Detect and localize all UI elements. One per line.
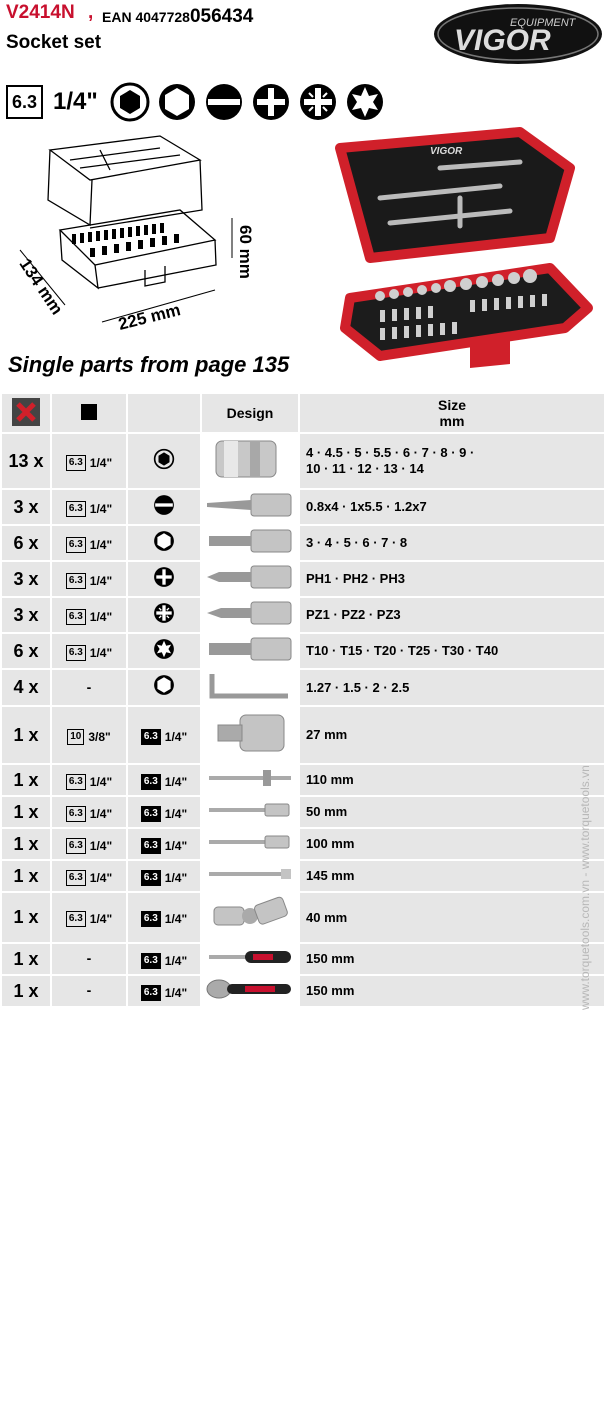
- drive-cell: [52, 634, 126, 668]
- hexagon-outline-icon: [157, 82, 197, 122]
- table-row: [2, 526, 604, 560]
- table-row: [2, 634, 604, 668]
- size-cell: [300, 634, 604, 668]
- table-row: [2, 893, 604, 942]
- qty-cell: 1 x: [2, 976, 50, 1006]
- table-row: [2, 797, 604, 827]
- width-label: 225 mm: [116, 300, 183, 334]
- hexagon-outline-icon: [153, 683, 175, 700]
- drive-cell: [52, 598, 126, 632]
- drive-cell: [52, 944, 126, 974]
- drive-header: [52, 394, 126, 432]
- bit-socket-torx-image: [205, 649, 295, 666]
- qty-cell: 1 x: [2, 707, 50, 763]
- drive-out: 6.3 1/4": [141, 774, 187, 790]
- profile-cell: [128, 598, 200, 632]
- product-name: Socket set: [6, 32, 102, 53]
- extension-long-image: [205, 871, 295, 888]
- qty-cell: 1 x: [2, 797, 50, 827]
- size-text: 110 mm: [306, 772, 354, 787]
- size-header-line2: mm: [439, 413, 465, 429]
- adaptor-image: [210, 744, 290, 761]
- design-cell: [202, 976, 298, 1006]
- profile-cell: [128, 944, 200, 974]
- profile-cell: [128, 707, 200, 763]
- drive-out: 6.3 1/4": [141, 806, 187, 822]
- drive-in: 6.3 1/4": [66, 501, 112, 517]
- hex-key-image: [208, 687, 292, 704]
- drive-cell: [52, 562, 126, 596]
- qty-cell: 1 x: [2, 861, 50, 891]
- size-text: 150 mm: [306, 983, 355, 998]
- profile-cell: [128, 861, 200, 891]
- case-drawing: [10, 130, 255, 340]
- size-cell: [300, 526, 604, 560]
- design-cell: [202, 598, 298, 632]
- size-header: [300, 394, 604, 432]
- size-text: 145 mm: [306, 868, 355, 883]
- qty-cell: 1 x: [2, 944, 50, 974]
- ean-prefix: EAN 4047728: [102, 9, 190, 25]
- profile-cell: [128, 490, 200, 524]
- drive-cell: [52, 829, 126, 859]
- size-text-2: 10 · 11 · 12 · 13 · 14: [306, 461, 424, 476]
- size-cell: [300, 707, 604, 763]
- drive-out: 6.3 1/4": [141, 729, 187, 745]
- size-text: 100 mm: [306, 836, 355, 851]
- bit-socket-ph-image: [205, 577, 295, 594]
- bit-handle-image: [205, 954, 295, 971]
- drive-in: 6.3 1/4": [66, 911, 112, 927]
- bit-socket-slotted-image: [205, 505, 295, 522]
- design-cell: [202, 490, 298, 524]
- socket-image: [210, 468, 290, 485]
- size-text: 40 mm: [306, 909, 348, 925]
- profile-cell: [128, 797, 200, 827]
- qty-cell: 3 x: [2, 490, 50, 524]
- qty-cell: 1 x: [2, 829, 50, 859]
- hexagon-outline-icon: [153, 539, 175, 556]
- drive-cell: [52, 490, 126, 524]
- profile-cell: [128, 976, 200, 1006]
- hexagon-solid-icon: [153, 457, 175, 474]
- drive-in: 6.3 1/4": [66, 870, 112, 886]
- design-cell: [202, 797, 298, 827]
- ratchet-image: [205, 987, 295, 1004]
- size-cell: [300, 944, 604, 974]
- pozidriv-icon: [153, 611, 175, 628]
- extension-image: [205, 807, 295, 824]
- table-row: [2, 829, 604, 859]
- drive-in: 6.3 1/4": [66, 609, 112, 625]
- size-cell: [300, 490, 604, 524]
- slotted-icon: [204, 82, 244, 122]
- profile-cell: [128, 765, 200, 795]
- watermark-wrap: [578, 765, 598, 1410]
- drive-cell: [52, 707, 126, 763]
- size-cell: [300, 434, 604, 488]
- design-cell: [202, 434, 298, 488]
- qty-cell: 6 x: [2, 634, 50, 668]
- size-cell: [300, 861, 604, 891]
- photo-logo: VIGOR: [430, 146, 463, 157]
- torx-icon: [153, 647, 175, 664]
- drive-bar: [6, 80, 392, 124]
- size-text: 3 · 4 · 5 · 6 · 7 · 8: [306, 535, 408, 550]
- table-row: [2, 562, 604, 596]
- drive-out: 6.3 1/4": [141, 985, 187, 1001]
- hexagon-solid-icon: [110, 82, 150, 122]
- size-cell: [300, 976, 604, 1006]
- size-header-line1: Size: [437, 397, 466, 413]
- drive-cell: [52, 526, 126, 560]
- ean-suffix: 056434: [189, 6, 254, 27]
- t-handle-image: [205, 775, 295, 792]
- design-header: Design: [202, 394, 298, 432]
- size-text: 50 mm: [306, 804, 348, 819]
- subtitle: Single parts from page 135: [8, 352, 290, 377]
- size-text: T10 · T15 · T20 · T25 · T30 · T40: [306, 643, 499, 658]
- drive-in: 6.3 1/4": [66, 774, 112, 790]
- extension-image: [205, 839, 295, 856]
- slotted-icon: [153, 503, 175, 520]
- universal-joint-image: [210, 924, 290, 941]
- table-row: [2, 670, 604, 705]
- drive-in: 6.3 1/4": [66, 573, 112, 589]
- size-cell: [300, 893, 604, 942]
- design-cell: [202, 829, 298, 859]
- table-row: [2, 765, 604, 795]
- bit-socket-pz-image: [205, 613, 295, 630]
- drive-cell: [52, 861, 126, 891]
- code-comma: ,: [88, 2, 94, 23]
- drive-in-none: -: [86, 982, 92, 998]
- table-row: [2, 490, 604, 524]
- phillips-icon: [153, 575, 175, 592]
- profile-cell: [128, 434, 200, 488]
- drive-in-none: -: [86, 950, 92, 966]
- drive-cell: [52, 797, 126, 827]
- design-cell: [202, 707, 298, 763]
- drive-cell: [52, 893, 126, 942]
- size-cell: [300, 598, 604, 632]
- drive-cell: [52, 765, 126, 795]
- design-cell: [202, 765, 298, 795]
- qty-cell: 1 x: [2, 893, 50, 942]
- size-cell: [300, 670, 604, 705]
- table-row: [2, 707, 604, 763]
- size-text: 4 · 4.5 · 5 · 5.5 · 6 · 7 · 8 · 9 ·: [306, 445, 475, 460]
- size-text: 0.8x4 · 1x5.5 · 1.2x7: [306, 499, 427, 514]
- size-text: 1.27 · 1.5 · 2 · 2.5: [306, 679, 410, 695]
- size-text: PH1 · PH2 · PH3: [306, 571, 405, 586]
- drive-out: 6.3 1/4": [141, 870, 187, 886]
- design-cell: [202, 944, 298, 974]
- qty-cell: 1 x: [2, 765, 50, 795]
- square-drive-icon: [81, 404, 97, 420]
- qty-cell: 13 x: [2, 434, 50, 488]
- watermark: www.torquetools.com.vn - www.torquetools.vn: [578, 765, 592, 1010]
- design-cell: [202, 893, 298, 942]
- profile-cell: [128, 670, 200, 705]
- qty-cell: 6 x: [2, 526, 50, 560]
- drive-cell: [52, 976, 126, 1006]
- table-header-row: [2, 394, 604, 432]
- drive-in: 6.3 1/4": [66, 455, 112, 471]
- drive-out: 6.3 1/4": [141, 953, 187, 969]
- drive-cell: [52, 670, 126, 705]
- table-row: [2, 861, 604, 891]
- size-text: PZ1 · PZ2 · PZ3: [306, 607, 401, 622]
- design-cell: [202, 861, 298, 891]
- vigor-logo: [432, 2, 604, 66]
- drive-cell: [52, 434, 126, 488]
- torx-icon: [345, 82, 385, 122]
- profile-cell: [128, 829, 200, 859]
- logo-sub: EQUIPMENT: [510, 17, 576, 29]
- profile-cell: [128, 893, 200, 942]
- ean-number: [102, 6, 253, 28]
- design-cell: [202, 670, 298, 705]
- size-cell: [300, 829, 604, 859]
- table-row: [2, 434, 604, 488]
- product-photo: [320, 128, 592, 374]
- table-row: [2, 598, 604, 632]
- size-text: 150 mm: [306, 951, 355, 966]
- qty-header: [2, 394, 50, 432]
- drive-size-box: 6.3: [6, 85, 43, 119]
- table-row: [2, 944, 604, 974]
- logo-text: VIGOR: [454, 24, 551, 57]
- qty-cell: 3 x: [2, 562, 50, 596]
- parts-table: [0, 392, 606, 1008]
- drive-in: 6.3 1/4": [66, 645, 112, 661]
- drive-fraction: 1/4": [53, 88, 98, 115]
- drive-out: 6.3 1/4": [141, 838, 187, 854]
- article-code: V2414N: [6, 2, 75, 23]
- size-cell: [300, 797, 604, 827]
- design-cell: [202, 526, 298, 560]
- drive-out: 6.3 1/4": [141, 911, 187, 927]
- size-cell: [300, 765, 604, 795]
- profile-cell: [128, 562, 200, 596]
- height-label: 60 mm: [236, 225, 255, 279]
- size-cell: [300, 562, 604, 596]
- drive-in: 6.3 1/4": [66, 537, 112, 553]
- design-cell: [202, 562, 298, 596]
- bit-socket-hex-image: [205, 541, 295, 558]
- drive-in: 6.3 1/4": [66, 838, 112, 854]
- quantity-icon: [12, 398, 40, 426]
- drive-in: 10 3/8": [67, 729, 111, 745]
- drive-in-none: -: [86, 678, 92, 695]
- qty-cell: 3 x: [2, 598, 50, 632]
- pozidriv-icon: [298, 82, 338, 122]
- table-row: [2, 976, 604, 1006]
- profile-cell: [128, 634, 200, 668]
- qty-cell: 4 x: [2, 670, 50, 705]
- size-text: 27 mm: [306, 727, 348, 742]
- phillips-icon: [251, 82, 291, 122]
- design-cell: [202, 634, 298, 668]
- drive-in: 6.3 1/4": [66, 806, 112, 822]
- profile-cell: [128, 526, 200, 560]
- depth-label: 134 mm: [15, 255, 67, 319]
- profile-header: [128, 394, 200, 432]
